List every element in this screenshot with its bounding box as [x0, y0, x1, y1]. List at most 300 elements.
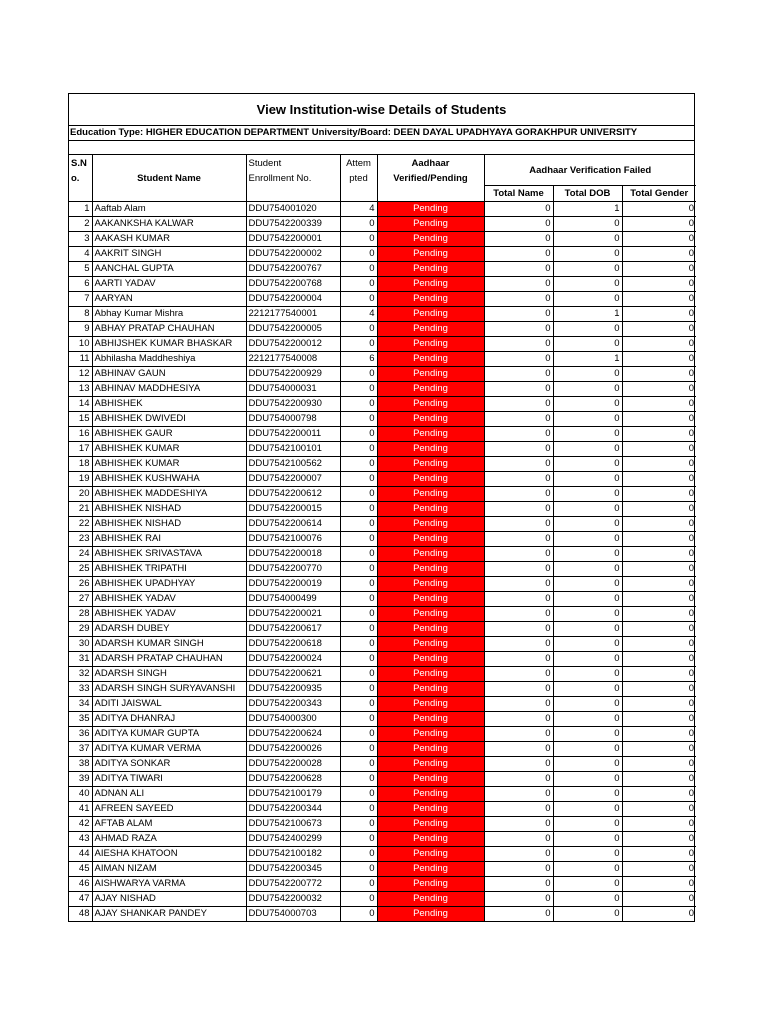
cell-sno: 13	[69, 382, 92, 397]
header-verification-failed: Aadhaar Verification Failed	[484, 155, 696, 186]
header-enrollment-line1: Student	[248, 158, 282, 169]
cell-student-name: AJAY SHANKAR PANDEY	[92, 907, 246, 922]
cell-sno: 35	[69, 712, 92, 727]
cell-attempted: 0	[340, 847, 377, 862]
table-row	[69, 622, 696, 637]
cell-total-gender: 0	[622, 532, 696, 547]
cell-attempted: 0	[340, 292, 377, 307]
cell-total-gender: 0	[622, 277, 696, 292]
cell-sno: 19	[69, 472, 92, 487]
cell-total-name: 0	[484, 457, 553, 472]
cell-student-name: ADITYA KUMAR VERMA	[92, 742, 246, 757]
cell-aadhaar-status: Pending	[377, 547, 484, 562]
cell-total-name: 0	[484, 667, 553, 682]
cell-aadhaar-status: Pending	[377, 532, 484, 547]
cell-enrollment-no: DDU7542200614	[246, 517, 340, 532]
cell-enrollment-no: DDU7542200026	[246, 742, 340, 757]
cell-student-name: AJAY NISHAD	[92, 892, 246, 907]
cell-student-name: ABHINAV GAUN	[92, 367, 246, 382]
cell-attempted: 0	[340, 622, 377, 637]
cell-student-name: ABHISHEK GAUR	[92, 427, 246, 442]
cell-enrollment-no: DDU7542200011	[246, 427, 340, 442]
header-sno-line2: o.	[71, 173, 80, 184]
cell-enrollment-no: DDU7542200628	[246, 772, 340, 787]
cell-total-gender: 0	[622, 667, 696, 682]
cell-total-dob: 0	[553, 622, 622, 637]
cell-attempted: 0	[340, 727, 377, 742]
table-row	[69, 442, 696, 457]
cell-sno: 2	[69, 217, 92, 232]
cell-enrollment-no: DDU7542200001	[246, 232, 340, 247]
cell-total-dob: 0	[553, 262, 622, 277]
cell-total-name: 0	[484, 397, 553, 412]
cell-aadhaar-status: Pending	[377, 847, 484, 862]
cell-aadhaar-status: Pending	[377, 292, 484, 307]
cell-enrollment-no: DDU7542200612	[246, 487, 340, 502]
cell-enrollment-no: DDU7542200019	[246, 577, 340, 592]
table-row	[69, 742, 696, 757]
cell-total-gender: 0	[622, 907, 696, 922]
table-row	[69, 832, 696, 847]
header-attempted-line1: Attem	[346, 158, 371, 169]
cell-total-name: 0	[484, 337, 553, 352]
cell-total-dob: 0	[553, 457, 622, 472]
table-row	[69, 562, 696, 577]
table-header	[69, 155, 696, 202]
cell-total-name: 0	[484, 817, 553, 832]
cell-total-dob: 0	[553, 382, 622, 397]
cell-enrollment-no: DDU754000300	[246, 712, 340, 727]
table-row	[69, 202, 696, 217]
cell-total-gender: 0	[622, 682, 696, 697]
cell-attempted: 0	[340, 682, 377, 697]
table-row	[69, 727, 696, 742]
cell-total-name: 0	[484, 577, 553, 592]
cell-total-gender: 0	[622, 442, 696, 457]
cell-attempted: 0	[340, 757, 377, 772]
cell-sno: 22	[69, 517, 92, 532]
cell-total-gender: 0	[622, 802, 696, 817]
cell-student-name: ABHISHEK KUMAR	[92, 457, 246, 472]
cell-attempted: 6	[340, 352, 377, 367]
cell-enrollment-no: DDU7542200621	[246, 667, 340, 682]
cell-sno: 14	[69, 397, 92, 412]
cell-enrollment-no: DDU7542200935	[246, 682, 340, 697]
cell-enrollment-no: DDU7542200002	[246, 247, 340, 262]
header-aadhaar-line2: Verified/Pending	[393, 173, 468, 184]
cell-total-gender: 0	[622, 772, 696, 787]
cell-total-gender: 0	[622, 307, 696, 322]
cell-total-name: 0	[484, 277, 553, 292]
cell-sno: 41	[69, 802, 92, 817]
cell-total-dob: 0	[553, 277, 622, 292]
cell-attempted: 0	[340, 382, 377, 397]
cell-student-name: Abhay Kumar Mishra	[92, 307, 246, 322]
cell-attempted: 0	[340, 397, 377, 412]
cell-enrollment-no: DDU7542200930	[246, 397, 340, 412]
cell-sno: 26	[69, 577, 92, 592]
cell-sno: 6	[69, 277, 92, 292]
cell-enrollment-no: DDU7542200021	[246, 607, 340, 622]
cell-sno: 7	[69, 292, 92, 307]
blank-row	[69, 141, 694, 155]
cell-total-dob: 0	[553, 817, 622, 832]
table-row	[69, 607, 696, 622]
cell-total-name: 0	[484, 487, 553, 502]
cell-student-name: ADARSH PRATAP CHAUHAN	[92, 652, 246, 667]
cell-student-name: Abhilasha Maddheshiya	[92, 352, 246, 367]
table-row	[69, 217, 696, 232]
cell-enrollment-no: DDU7542100101	[246, 442, 340, 457]
cell-aadhaar-status: Pending	[377, 577, 484, 592]
cell-total-name: 0	[484, 832, 553, 847]
cell-enrollment-no: DDU7542200005	[246, 322, 340, 337]
cell-attempted: 0	[340, 517, 377, 532]
cell-attempted: 0	[340, 277, 377, 292]
cell-total-gender: 0	[622, 712, 696, 727]
cell-total-gender: 0	[622, 517, 696, 532]
cell-total-name: 0	[484, 292, 553, 307]
cell-total-gender: 0	[622, 607, 696, 622]
cell-total-name: 0	[484, 877, 553, 892]
cell-total-name: 0	[484, 232, 553, 247]
cell-total-gender: 0	[622, 652, 696, 667]
cell-total-gender: 0	[622, 367, 696, 382]
cell-sno: 28	[69, 607, 92, 622]
cell-total-dob: 0	[553, 562, 622, 577]
cell-enrollment-no: 2212177540008	[246, 352, 340, 367]
cell-student-name: ABHISHEK DWIVEDI	[92, 412, 246, 427]
cell-total-gender: 0	[622, 427, 696, 442]
table-row	[69, 907, 696, 922]
cell-student-name: AAKANKSHA KALWAR	[92, 217, 246, 232]
cell-total-dob: 0	[553, 517, 622, 532]
cell-student-name: AAKRIT SINGH	[92, 247, 246, 262]
cell-student-name: AIESHA KHATOON	[92, 847, 246, 862]
cell-aadhaar-status: Pending	[377, 427, 484, 442]
cell-total-gender: 0	[622, 457, 696, 472]
cell-student-name: ABHISHEK UPADHYAY	[92, 577, 246, 592]
cell-student-name: ABHIJSHEK KUMAR BHASKAR	[92, 337, 246, 352]
cell-sno: 38	[69, 757, 92, 772]
table-row	[69, 772, 696, 787]
table-row	[69, 592, 696, 607]
table-row	[69, 682, 696, 697]
cell-aadhaar-status: Pending	[377, 832, 484, 847]
cell-enrollment-no: DDU7542200768	[246, 277, 340, 292]
cell-aadhaar-status: Pending	[377, 367, 484, 382]
cell-aadhaar-status: Pending	[377, 337, 484, 352]
cell-attempted: 0	[340, 667, 377, 682]
cell-attempted: 0	[340, 652, 377, 667]
cell-total-dob: 0	[553, 247, 622, 262]
cell-total-name: 0	[484, 907, 553, 922]
cell-attempted: 0	[340, 907, 377, 922]
table-row	[69, 397, 696, 412]
cell-total-name: 0	[484, 622, 553, 637]
cell-student-name: AIMAN NIZAM	[92, 862, 246, 877]
cell-student-name: ADITI JAISWAL	[92, 697, 246, 712]
cell-aadhaar-status: Pending	[377, 667, 484, 682]
cell-total-name: 0	[484, 307, 553, 322]
header-attempted-line2: pted	[349, 173, 368, 184]
table-row	[69, 757, 696, 772]
cell-sno: 18	[69, 457, 92, 472]
cell-sno: 47	[69, 892, 92, 907]
cell-enrollment-no: DDU7542200015	[246, 502, 340, 517]
cell-student-name: AHMAD RAZA	[92, 832, 246, 847]
cell-sno: 30	[69, 637, 92, 652]
cell-aadhaar-status: Pending	[377, 562, 484, 577]
cell-attempted: 0	[340, 457, 377, 472]
cell-sno: 45	[69, 862, 92, 877]
cell-total-dob: 0	[553, 727, 622, 742]
cell-total-dob: 0	[553, 847, 622, 862]
header-total-name: Total Name	[484, 186, 553, 202]
cell-total-gender: 0	[622, 562, 696, 577]
cell-total-name: 0	[484, 607, 553, 622]
cell-total-gender: 0	[622, 892, 696, 907]
cell-total-dob: 0	[553, 802, 622, 817]
cell-enrollment-no: DDU7542200004	[246, 292, 340, 307]
cell-total-dob: 0	[553, 502, 622, 517]
cell-aadhaar-status: Pending	[377, 262, 484, 277]
cell-total-name: 0	[484, 532, 553, 547]
cell-total-dob: 0	[553, 397, 622, 412]
cell-sno: 33	[69, 682, 92, 697]
cell-total-dob: 1	[553, 352, 622, 367]
cell-enrollment-no: DDU7542200339	[246, 217, 340, 232]
cell-student-name: ABHISHEK YADAV	[92, 607, 246, 622]
cell-total-dob: 0	[553, 592, 622, 607]
cell-student-name: AANCHAL GUPTA	[92, 262, 246, 277]
header-aadhaar-line1: Aadhaar	[411, 158, 450, 169]
cell-sno: 29	[69, 622, 92, 637]
cell-sno: 12	[69, 367, 92, 382]
cell-student-name: ADARSH SINGH SURYAVANSHI	[92, 682, 246, 697]
cell-student-name: AARTI YADAV	[92, 277, 246, 292]
cell-student-name: ADARSH DUBEY	[92, 622, 246, 637]
cell-student-name: ADITYA SONKAR	[92, 757, 246, 772]
header-total-gender: Total Gender	[622, 186, 696, 202]
cell-aadhaar-status: Pending	[377, 277, 484, 292]
cell-enrollment-no: DDU7542100179	[246, 787, 340, 802]
cell-attempted: 0	[340, 862, 377, 877]
cell-sno: 44	[69, 847, 92, 862]
cell-enrollment-no: DDU7542200343	[246, 697, 340, 712]
cell-total-gender: 0	[622, 337, 696, 352]
cell-aadhaar-status: Pending	[377, 817, 484, 832]
cell-total-gender: 0	[622, 592, 696, 607]
cell-aadhaar-status: Pending	[377, 487, 484, 502]
cell-total-name: 0	[484, 547, 553, 562]
cell-enrollment-no: DDU754000031	[246, 382, 340, 397]
cell-total-dob: 1	[553, 307, 622, 322]
cell-attempted: 0	[340, 247, 377, 262]
cell-student-name: ABHISHEK MADDESHIYA	[92, 487, 246, 502]
cell-attempted: 0	[340, 232, 377, 247]
cell-student-name: ADITYA KUMAR GUPTA	[92, 727, 246, 742]
cell-attempted: 0	[340, 562, 377, 577]
cell-aadhaar-status: Pending	[377, 382, 484, 397]
cell-total-name: 0	[484, 202, 553, 217]
table-row	[69, 577, 696, 592]
cell-attempted: 0	[340, 367, 377, 382]
cell-total-gender: 0	[622, 412, 696, 427]
cell-enrollment-no: DDU7542100076	[246, 532, 340, 547]
table-row	[69, 232, 696, 247]
cell-student-name: ABHINAV MADDHESIYA	[92, 382, 246, 397]
cell-attempted: 4	[340, 307, 377, 322]
cell-aadhaar-status: Pending	[377, 907, 484, 922]
cell-enrollment-no: DDU7542100562	[246, 457, 340, 472]
table-row	[69, 322, 696, 337]
cell-aadhaar-status: Pending	[377, 877, 484, 892]
cell-total-name: 0	[484, 637, 553, 652]
table-row	[69, 352, 696, 367]
cell-aadhaar-status: Pending	[377, 607, 484, 622]
table-row	[69, 712, 696, 727]
cell-aadhaar-status: Pending	[377, 742, 484, 757]
cell-aadhaar-status: Pending	[377, 352, 484, 367]
cell-total-dob: 0	[553, 322, 622, 337]
table-row	[69, 277, 696, 292]
cell-attempted: 0	[340, 337, 377, 352]
cell-total-gender: 0	[622, 637, 696, 652]
cell-total-gender: 0	[622, 322, 696, 337]
cell-enrollment-no: DDU754001020	[246, 202, 340, 217]
cell-total-gender: 0	[622, 472, 696, 487]
cell-total-gender: 0	[622, 697, 696, 712]
cell-student-name: AISHWARYA VARMA	[92, 877, 246, 892]
cell-attempted: 0	[340, 817, 377, 832]
cell-enrollment-no: DDU7542200018	[246, 547, 340, 562]
cell-total-dob: 1	[553, 202, 622, 217]
cell-total-name: 0	[484, 562, 553, 577]
table-row	[69, 517, 696, 532]
cell-student-name: ABHISHEK KUMAR	[92, 442, 246, 457]
cell-enrollment-no: DDU754000703	[246, 907, 340, 922]
cell-aadhaar-status: Pending	[377, 247, 484, 262]
cell-total-name: 0	[484, 802, 553, 817]
cell-attempted: 0	[340, 877, 377, 892]
header-sno	[69, 155, 92, 202]
cell-total-dob: 0	[553, 367, 622, 382]
cell-total-name: 0	[484, 592, 553, 607]
cell-total-name: 0	[484, 757, 553, 772]
cell-total-name: 0	[484, 217, 553, 232]
cell-aadhaar-status: Pending	[377, 802, 484, 817]
cell-aadhaar-status: Pending	[377, 772, 484, 787]
cell-attempted: 0	[340, 787, 377, 802]
cell-sno: 1	[69, 202, 92, 217]
cell-total-dob: 0	[553, 877, 622, 892]
page-title: View Institution-wise Details of Students	[69, 94, 694, 126]
cell-student-name: AFTAB ALAM	[92, 817, 246, 832]
cell-sno: 48	[69, 907, 92, 922]
table-row	[69, 337, 696, 352]
cell-student-name: ADITYA DHANRAJ	[92, 712, 246, 727]
cell-enrollment-no: DDU7542400299	[246, 832, 340, 847]
header-total-dob: Total DOB	[553, 186, 622, 202]
cell-student-name: AFREEN SAYEED	[92, 802, 246, 817]
cell-total-name: 0	[484, 697, 553, 712]
cell-sno: 36	[69, 727, 92, 742]
cell-sno: 23	[69, 532, 92, 547]
cell-enrollment-no: DDU7542200024	[246, 652, 340, 667]
cell-sno: 27	[69, 592, 92, 607]
cell-total-dob: 0	[553, 772, 622, 787]
header-student-name: Student Name	[92, 155, 246, 202]
cell-attempted: 0	[340, 892, 377, 907]
cell-total-dob: 0	[553, 337, 622, 352]
cell-total-gender: 0	[622, 262, 696, 277]
cell-sno: 20	[69, 487, 92, 502]
header-enrollment	[246, 155, 340, 202]
cell-attempted: 0	[340, 577, 377, 592]
cell-aadhaar-status: Pending	[377, 202, 484, 217]
header-attempted	[340, 155, 377, 202]
student-details-sheet	[68, 93, 695, 922]
table-row	[69, 652, 696, 667]
cell-total-name: 0	[484, 442, 553, 457]
cell-sno: 42	[69, 817, 92, 832]
cell-total-dob: 0	[553, 742, 622, 757]
cell-total-dob: 0	[553, 232, 622, 247]
table-row	[69, 787, 696, 802]
cell-total-gender: 0	[622, 292, 696, 307]
cell-total-dob: 0	[553, 547, 622, 562]
cell-attempted: 0	[340, 802, 377, 817]
cell-total-gender: 0	[622, 202, 696, 217]
table-row	[69, 502, 696, 517]
cell-sno: 39	[69, 772, 92, 787]
education-type-line: Education Type: HIGHER EDUCATION DEPARTMENT University/Board: DEEN DAYAL UPADHYAYA GORAKHPUR UNIVERSITY	[69, 126, 694, 141]
cell-aadhaar-status: Pending	[377, 472, 484, 487]
cell-total-dob: 0	[553, 787, 622, 802]
cell-total-gender: 0	[622, 622, 696, 637]
cell-sno: 3	[69, 232, 92, 247]
cell-attempted: 0	[340, 547, 377, 562]
cell-total-gender: 0	[622, 787, 696, 802]
cell-enrollment-no: DDU7542200032	[246, 892, 340, 907]
cell-total-dob: 0	[553, 577, 622, 592]
cell-attempted: 0	[340, 712, 377, 727]
cell-sno: 34	[69, 697, 92, 712]
cell-sno: 4	[69, 247, 92, 262]
cell-student-name: ABHISHEK NISHAD	[92, 502, 246, 517]
table-row	[69, 547, 696, 562]
cell-student-name: ABHAY PRATAP CHAUHAN	[92, 322, 246, 337]
cell-aadhaar-status: Pending	[377, 442, 484, 457]
cell-total-dob: 0	[553, 682, 622, 697]
cell-sno: 32	[69, 667, 92, 682]
cell-enrollment-no: DDU7542200028	[246, 757, 340, 772]
cell-sno: 40	[69, 787, 92, 802]
cell-total-gender: 0	[622, 847, 696, 862]
cell-total-name: 0	[484, 862, 553, 877]
table-row	[69, 532, 696, 547]
cell-enrollment-no: DDU7542200007	[246, 472, 340, 487]
cell-enrollment-no: DDU7542200929	[246, 367, 340, 382]
cell-total-name: 0	[484, 712, 553, 727]
cell-total-name: 0	[484, 367, 553, 382]
cell-student-name: ABHISHEK NISHAD	[92, 517, 246, 532]
cell-sno: 11	[69, 352, 92, 367]
cell-aadhaar-status: Pending	[377, 787, 484, 802]
cell-aadhaar-status: Pending	[377, 652, 484, 667]
cell-attempted: 0	[340, 607, 377, 622]
